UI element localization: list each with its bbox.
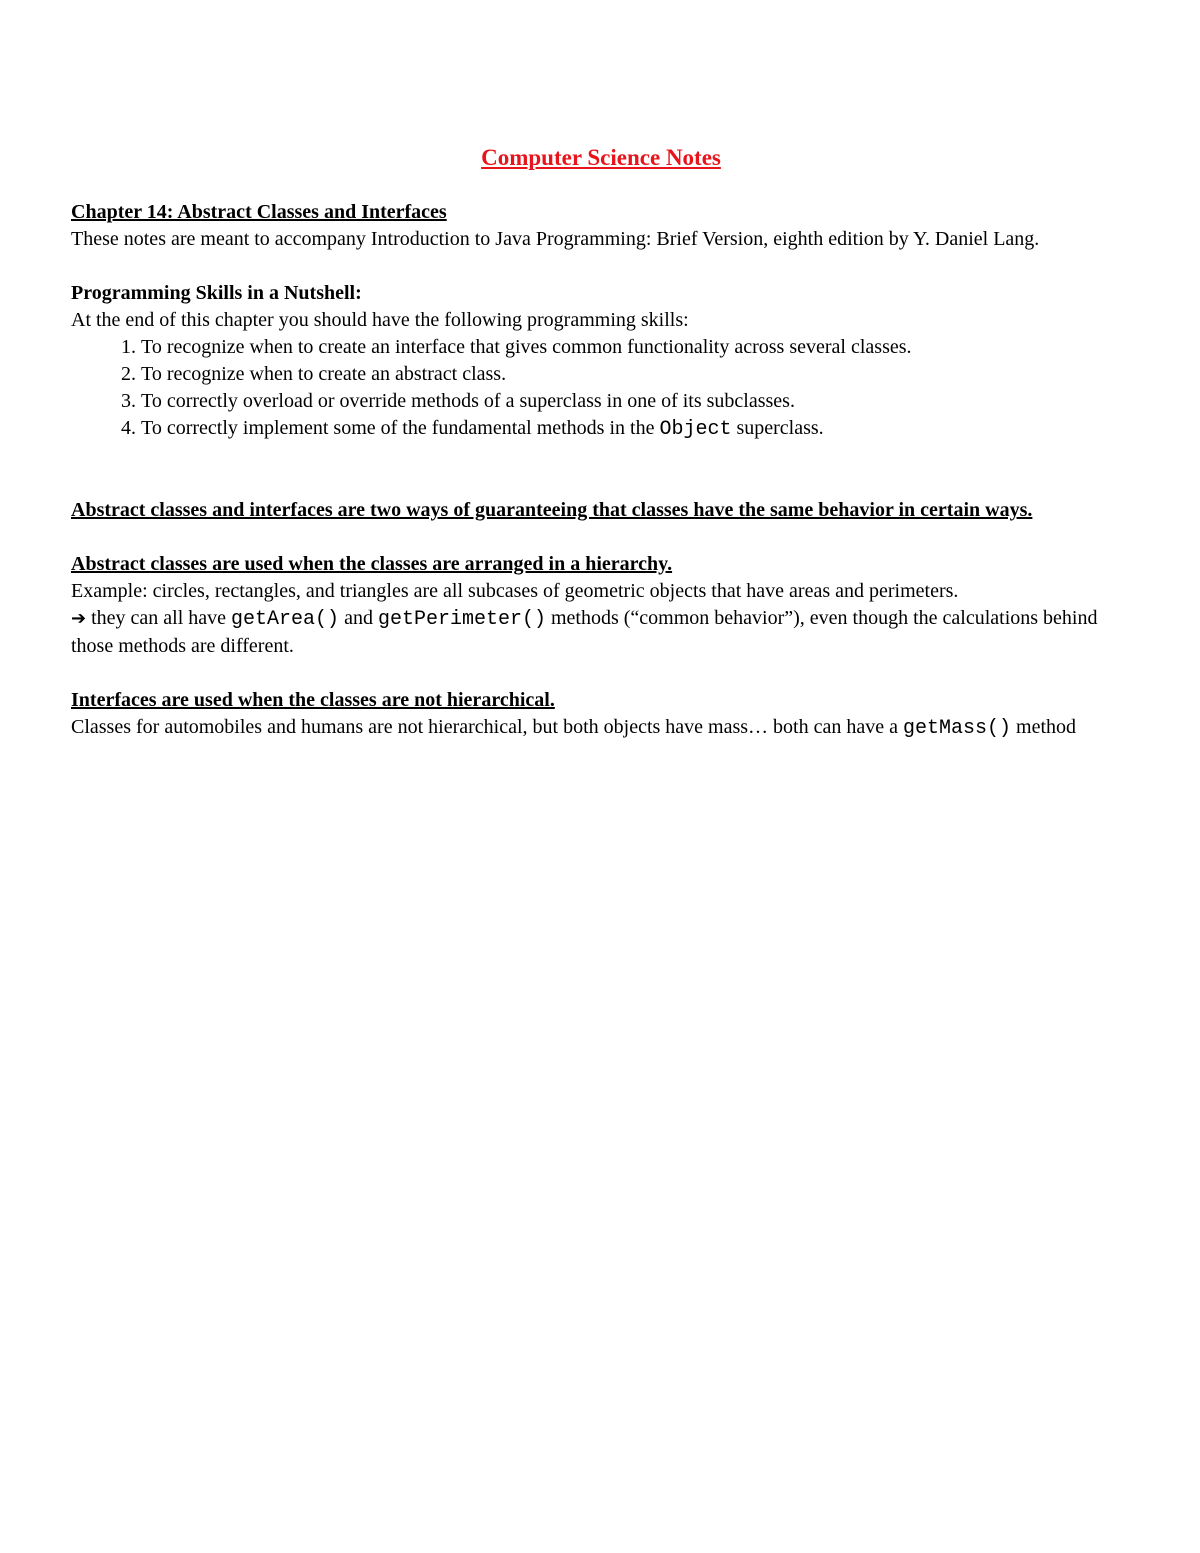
spacer — [71, 253, 1131, 280]
arrow-icon: ➔ — [71, 608, 87, 629]
interfaces-heading: Interfaces are used when the classes are not hierarchical. — [71, 689, 555, 711]
code-getperimeter: getPerimeter() — [377, 608, 546, 631]
skills-list-item: 2. To recognize when to create an abstract class. — [141, 361, 1131, 388]
intro-paragraph: These notes are meant to accompany Introduction to Java Programming: Brief Version, eighth edition by Y. Daniel Lang. — [71, 228, 1040, 250]
spacer — [71, 443, 1131, 497]
document-title: Computer Science Notes — [481, 145, 721, 170]
spacer — [71, 524, 1131, 551]
chapter-heading: Chapter 14: Abstract Classes and Interfaces — [71, 201, 447, 223]
code-object: Object — [659, 418, 732, 441]
abstract-example: Example: circles, rectangles, and triangles are all subcases of geometric objects that have areas and perimeters. — [71, 580, 959, 602]
abstract-text-c: methods (“common behavior”), even though the calculations behind those methods are different. — [71, 607, 1098, 657]
interfaces-text-a: Classes for automobiles and humans are not hierarchical, but both objects have mass… both can have a — [71, 716, 903, 738]
skills-heading: Programming Skills in a Nutshell: — [71, 282, 362, 304]
code-getmass: getMass() — [902, 717, 1012, 740]
skills-intro: At the end of this chapter you should have the following programming skills: — [71, 309, 689, 331]
skills-list-item: 3. To correctly overload or override methods of a superclass in one of its subclasses. — [141, 388, 1131, 415]
abstract-heading: Abstract classes are used when the classes are arranged in a hierarchy. — [71, 553, 673, 575]
summary-heading: Abstract classes and interfaces are two ways of guaranteeing that classes have the same behavior in certain ways. — [71, 499, 1033, 521]
abstract-text-a: they can all have — [86, 607, 232, 629]
interfaces-text-b: method — [1011, 716, 1077, 738]
code-getarea: getArea() — [231, 608, 340, 631]
skills-list-item: 1. To recognize when to create an interface that gives common functionality across several classes. — [141, 334, 1131, 361]
skills-list — [71, 334, 1131, 443]
skills-list-item — [141, 415, 1131, 443]
skill4-suffix: superclass. — [731, 417, 824, 439]
document-body — [71, 143, 1131, 742]
abstract-text-b: and — [339, 607, 378, 629]
skill4-text: To correctly implement some of the fundamental methods in the — [141, 417, 660, 439]
interfaces-paragraph — [71, 714, 1131, 742]
spacer — [71, 660, 1131, 687]
abstract-behavior-paragraph — [71, 605, 1131, 660]
